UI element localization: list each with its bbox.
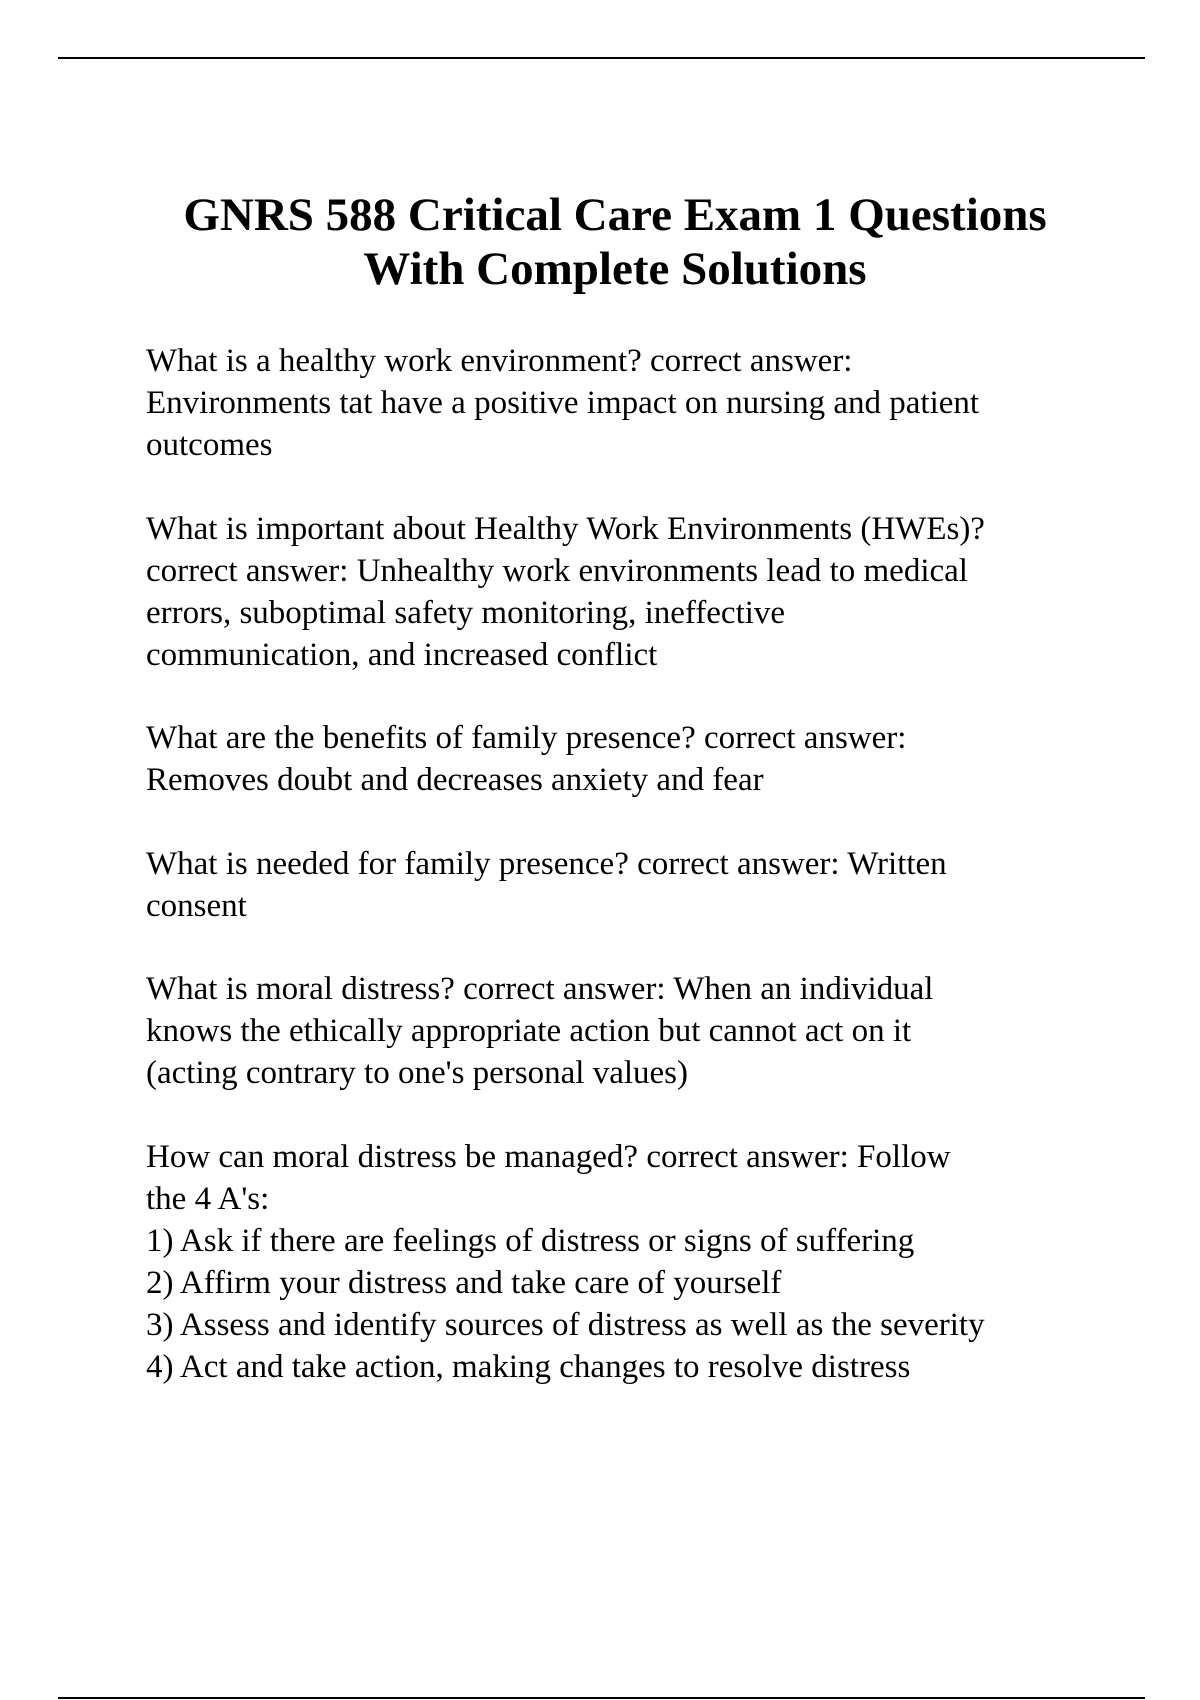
qa-line: correct answer: Unhealthy work environments lead to medical bbox=[146, 552, 968, 589]
document-title-line: With Complete Solutions bbox=[363, 243, 867, 295]
document-title-line: GNRS 588 Critical Care Exam 1 Questions bbox=[183, 189, 1047, 241]
qa-line: What is important about Healthy Work Environments (HWEs)? bbox=[146, 510, 985, 547]
qa-line: communication, and increased conflict bbox=[146, 636, 658, 673]
qa-line: 4) Act and take action, making changes to resolve distress bbox=[146, 1348, 911, 1385]
qa-line: errors, suboptimal safety monitoring, ineffective bbox=[146, 594, 786, 631]
qa-line: What is a healthy work environment? correct answer: bbox=[146, 343, 853, 379]
qa-line: Removes doubt and decreases anxiety and fear bbox=[146, 762, 764, 798]
qa-item-moral-distress bbox=[146, 968, 1146, 1094]
qa-item-moral-distress-management bbox=[146, 1136, 1146, 1388]
top-divider bbox=[58, 57, 1145, 59]
qa-line: the 4 A's: bbox=[146, 1180, 270, 1217]
qa-line: How can moral distress be managed? correct answer: Follow bbox=[146, 1138, 951, 1175]
bottom-divider bbox=[58, 1697, 1145, 1699]
qa-line: Environments tat have a positive impact on nursing and patient bbox=[146, 385, 980, 421]
qa-line: 2) Affirm your distress and take care of yourself bbox=[146, 1264, 782, 1301]
qa-item-healthy-work-environment bbox=[146, 340, 1146, 466]
qa-line: consent bbox=[146, 887, 247, 924]
qa-item-family-presence-benefits bbox=[146, 717, 1146, 801]
document-title bbox=[0, 188, 1200, 296]
qa-line: (acting contrary to one's personal values) bbox=[146, 1055, 689, 1091]
qa-line: What is moral distress? correct answer: When an individual bbox=[146, 971, 934, 1007]
qa-item-hwe-importance bbox=[146, 508, 1146, 676]
qa-line: What is needed for family presence? correct answer: Written bbox=[146, 845, 947, 882]
qa-line: outcomes bbox=[146, 427, 273, 463]
qa-item-family-presence-requirement bbox=[146, 843, 1146, 927]
qa-line: 3) Assess and identify sources of distress as well as the severity bbox=[146, 1306, 985, 1343]
qa-line: What are the benefits of family presence? correct answer: bbox=[146, 720, 907, 756]
qa-list bbox=[146, 340, 1146, 1429]
qa-line: 1) Ask if there are feelings of distress or signs of suffering bbox=[146, 1222, 915, 1259]
qa-line: knows the ethically appropriate action but cannot act on it bbox=[146, 1013, 912, 1049]
